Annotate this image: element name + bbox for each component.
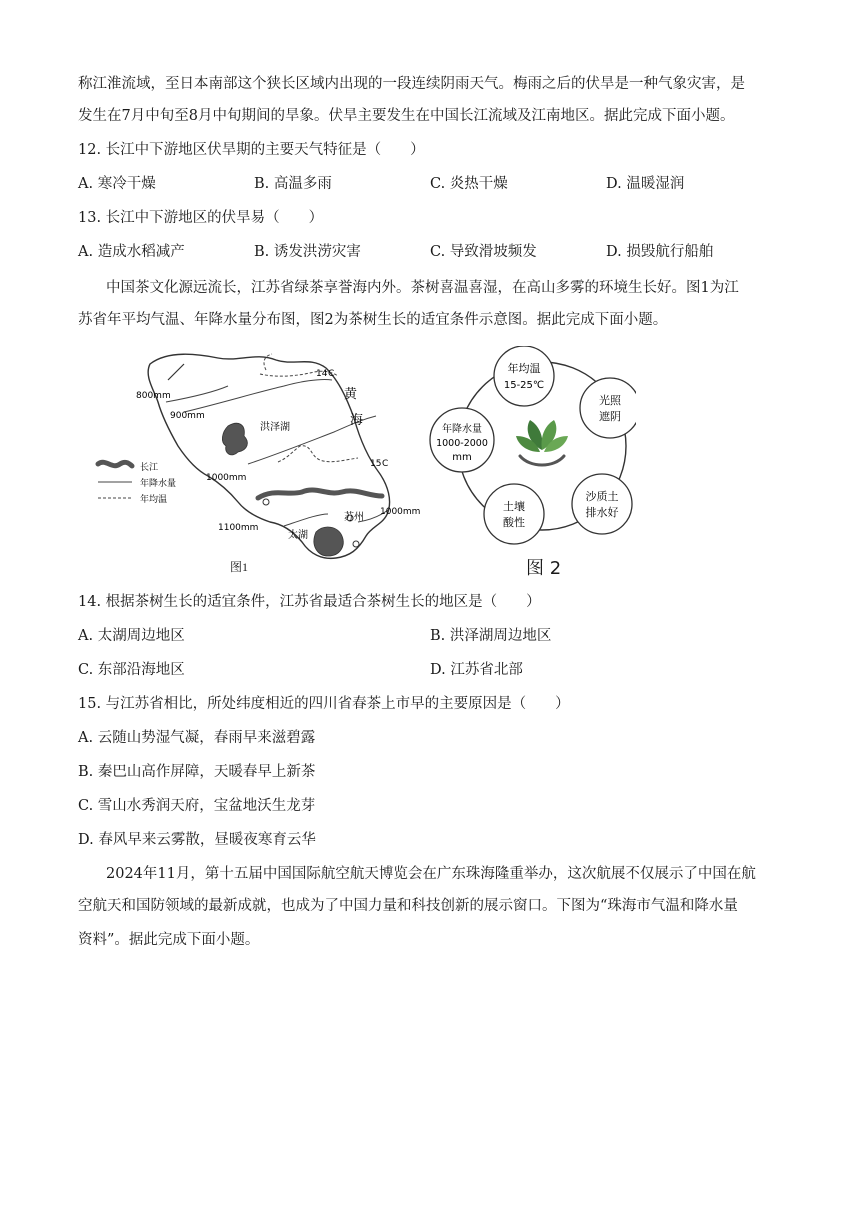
figure1-caption: 图1 — [230, 560, 249, 574]
label-yellow-sea-1: 黄 — [344, 387, 358, 402]
label-suzhou: 苏州 — [344, 512, 364, 523]
legend-precip: 年降水量 — [140, 479, 177, 489]
label-taihu: 太湖 — [288, 530, 308, 541]
q13-option-d[interactable]: D. 损毁航行船舶 — [606, 244, 714, 260]
figure2-caption: 图 2 — [526, 558, 562, 579]
q13-option-b[interactable]: B. 诱发洪涝灾害 — [254, 244, 361, 260]
label-15c: 15 — [370, 459, 382, 469]
label-14c: 14 — [316, 369, 328, 379]
label-900mm: 900mm — [170, 411, 205, 421]
q12-stem: 12. 长江中下游地区伏旱期的主要天气特征是（ ） — [78, 142, 425, 158]
label-1000mm-east: 1000mm — [380, 507, 421, 517]
figure1-map — [88, 346, 428, 574]
label-1100mm: 1100mm — [218, 523, 259, 533]
tea-intro-line-2: 苏省年平均气温、年降水量分布图，图2为茶树生长的适宜条件示意图。据此完成下面小题。 — [78, 312, 668, 328]
legend-river-swatch — [98, 462, 132, 466]
q14-option-b[interactable]: B. 洪泽湖周边地区 — [430, 628, 552, 644]
node-soil-line2: 酸性 — [503, 516, 525, 529]
q14-option-d[interactable]: D. 江苏省北部 — [430, 662, 523, 678]
q15-option-d[interactable]: D. 春风早来云雾散，昼暖夜寒育云华 — [78, 832, 316, 848]
q15-option-c[interactable]: C. 雪山水秀润天府，宝盆地沃生龙芽 — [78, 798, 316, 814]
tea-leaves-icon — [516, 420, 568, 465]
airshow-line-3: 资料”。据此完成下面小题。 — [78, 932, 260, 948]
node-temp-line2: 15-25℃ — [503, 380, 545, 391]
node-rain-line3: mm — [452, 452, 472, 463]
label-1000mm-west: 1000mm — [206, 473, 247, 483]
legend-river: 长江 — [140, 463, 159, 473]
hongze-lake — [222, 423, 247, 455]
label-15c-unit: C — [382, 459, 389, 469]
q14-option-a[interactable]: A. 太湖周边地区 — [78, 628, 185, 644]
label-800mm: 800mm — [136, 391, 171, 401]
node-sand-line1: 沙质土 — [585, 490, 619, 503]
legend-temp: 年均温 — [140, 495, 168, 505]
intro-line-1: 称江淮流域，至日本南部这个狭长区域内出现的一段连续阴雨天气。梅雨之后的伏旱是一种气象灾害，是 — [78, 76, 745, 92]
label-hongze: 洪泽湖 — [260, 422, 290, 433]
q15-stem: 15. 与江苏省相比，所处纬度相近的四川省春茶上市早的主要原因是（ ） — [78, 696, 570, 712]
tai-lake — [314, 527, 343, 556]
q12-option-b[interactable]: B. 高温多雨 — [254, 176, 332, 192]
node-light-line2: 遮阴 — [599, 410, 621, 423]
q14-option-c[interactable]: C. 东部沿海地区 — [78, 662, 185, 678]
node-rain-line2: 1000-2000 — [436, 438, 488, 449]
q12-option-a[interactable]: A. 寒冷干燥 — [78, 176, 156, 192]
tea-intro-line-1: 中国茶文化源远流长，江苏省绿茶享誉海内外。茶树喜温喜湿，在高山多雾的环境生长好。图1为江 — [106, 280, 739, 296]
q15-option-b[interactable]: B. 秦巴山高作屏障，天暖春早上新茶 — [78, 764, 316, 780]
q13-option-a[interactable]: A. 造成水稻减产 — [78, 244, 185, 260]
q13-stem: 13. 长江中下游地区的伏旱易（ ） — [78, 210, 324, 226]
intro-line-2: 发生在7月中旬至8月中旬期间的旱象。伏旱主要发生在中国长江流域及江南地区。据此完成下面小题。 — [78, 108, 735, 124]
node-soil-line1: 土壤 — [503, 500, 525, 513]
q12-option-c[interactable]: C. 炎热干燥 — [430, 176, 508, 192]
label-14c-unit: C — [328, 369, 335, 379]
q15-option-a[interactable]: A. 云随山势湿气凝，春雨早来滋碧露 — [78, 730, 316, 746]
node-rain-line1: 年降水量 — [442, 424, 482, 435]
node-light-line1: 光照 — [599, 394, 621, 407]
airshow-line-1: 2024年11月，第十五届中国国际航空航天博览会在广东珠海隆重举办，这次航展不仅展示了中国在航 — [106, 866, 756, 882]
node-temp-line1: 年均温 — [507, 362, 541, 375]
q14-stem: 14. 根据茶树生长的适宜条件，江苏省最适合茶树生长的地区是（ ） — [78, 594, 541, 610]
figure2-diagram — [426, 346, 636, 546]
airshow-line-2: 空航天和国防领域的最新成就，也成为了中国力量和科技创新的展示窗口。下图为“珠海市气温和降水量 — [78, 898, 738, 914]
q13-option-c[interactable]: C. 导致滑坡频发 — [430, 244, 537, 260]
label-yellow-sea-2: 海 — [350, 413, 364, 428]
q12-option-d[interactable]: D. 温暖湿润 — [606, 176, 685, 192]
node-sand-line2: 排水好 — [585, 506, 619, 519]
